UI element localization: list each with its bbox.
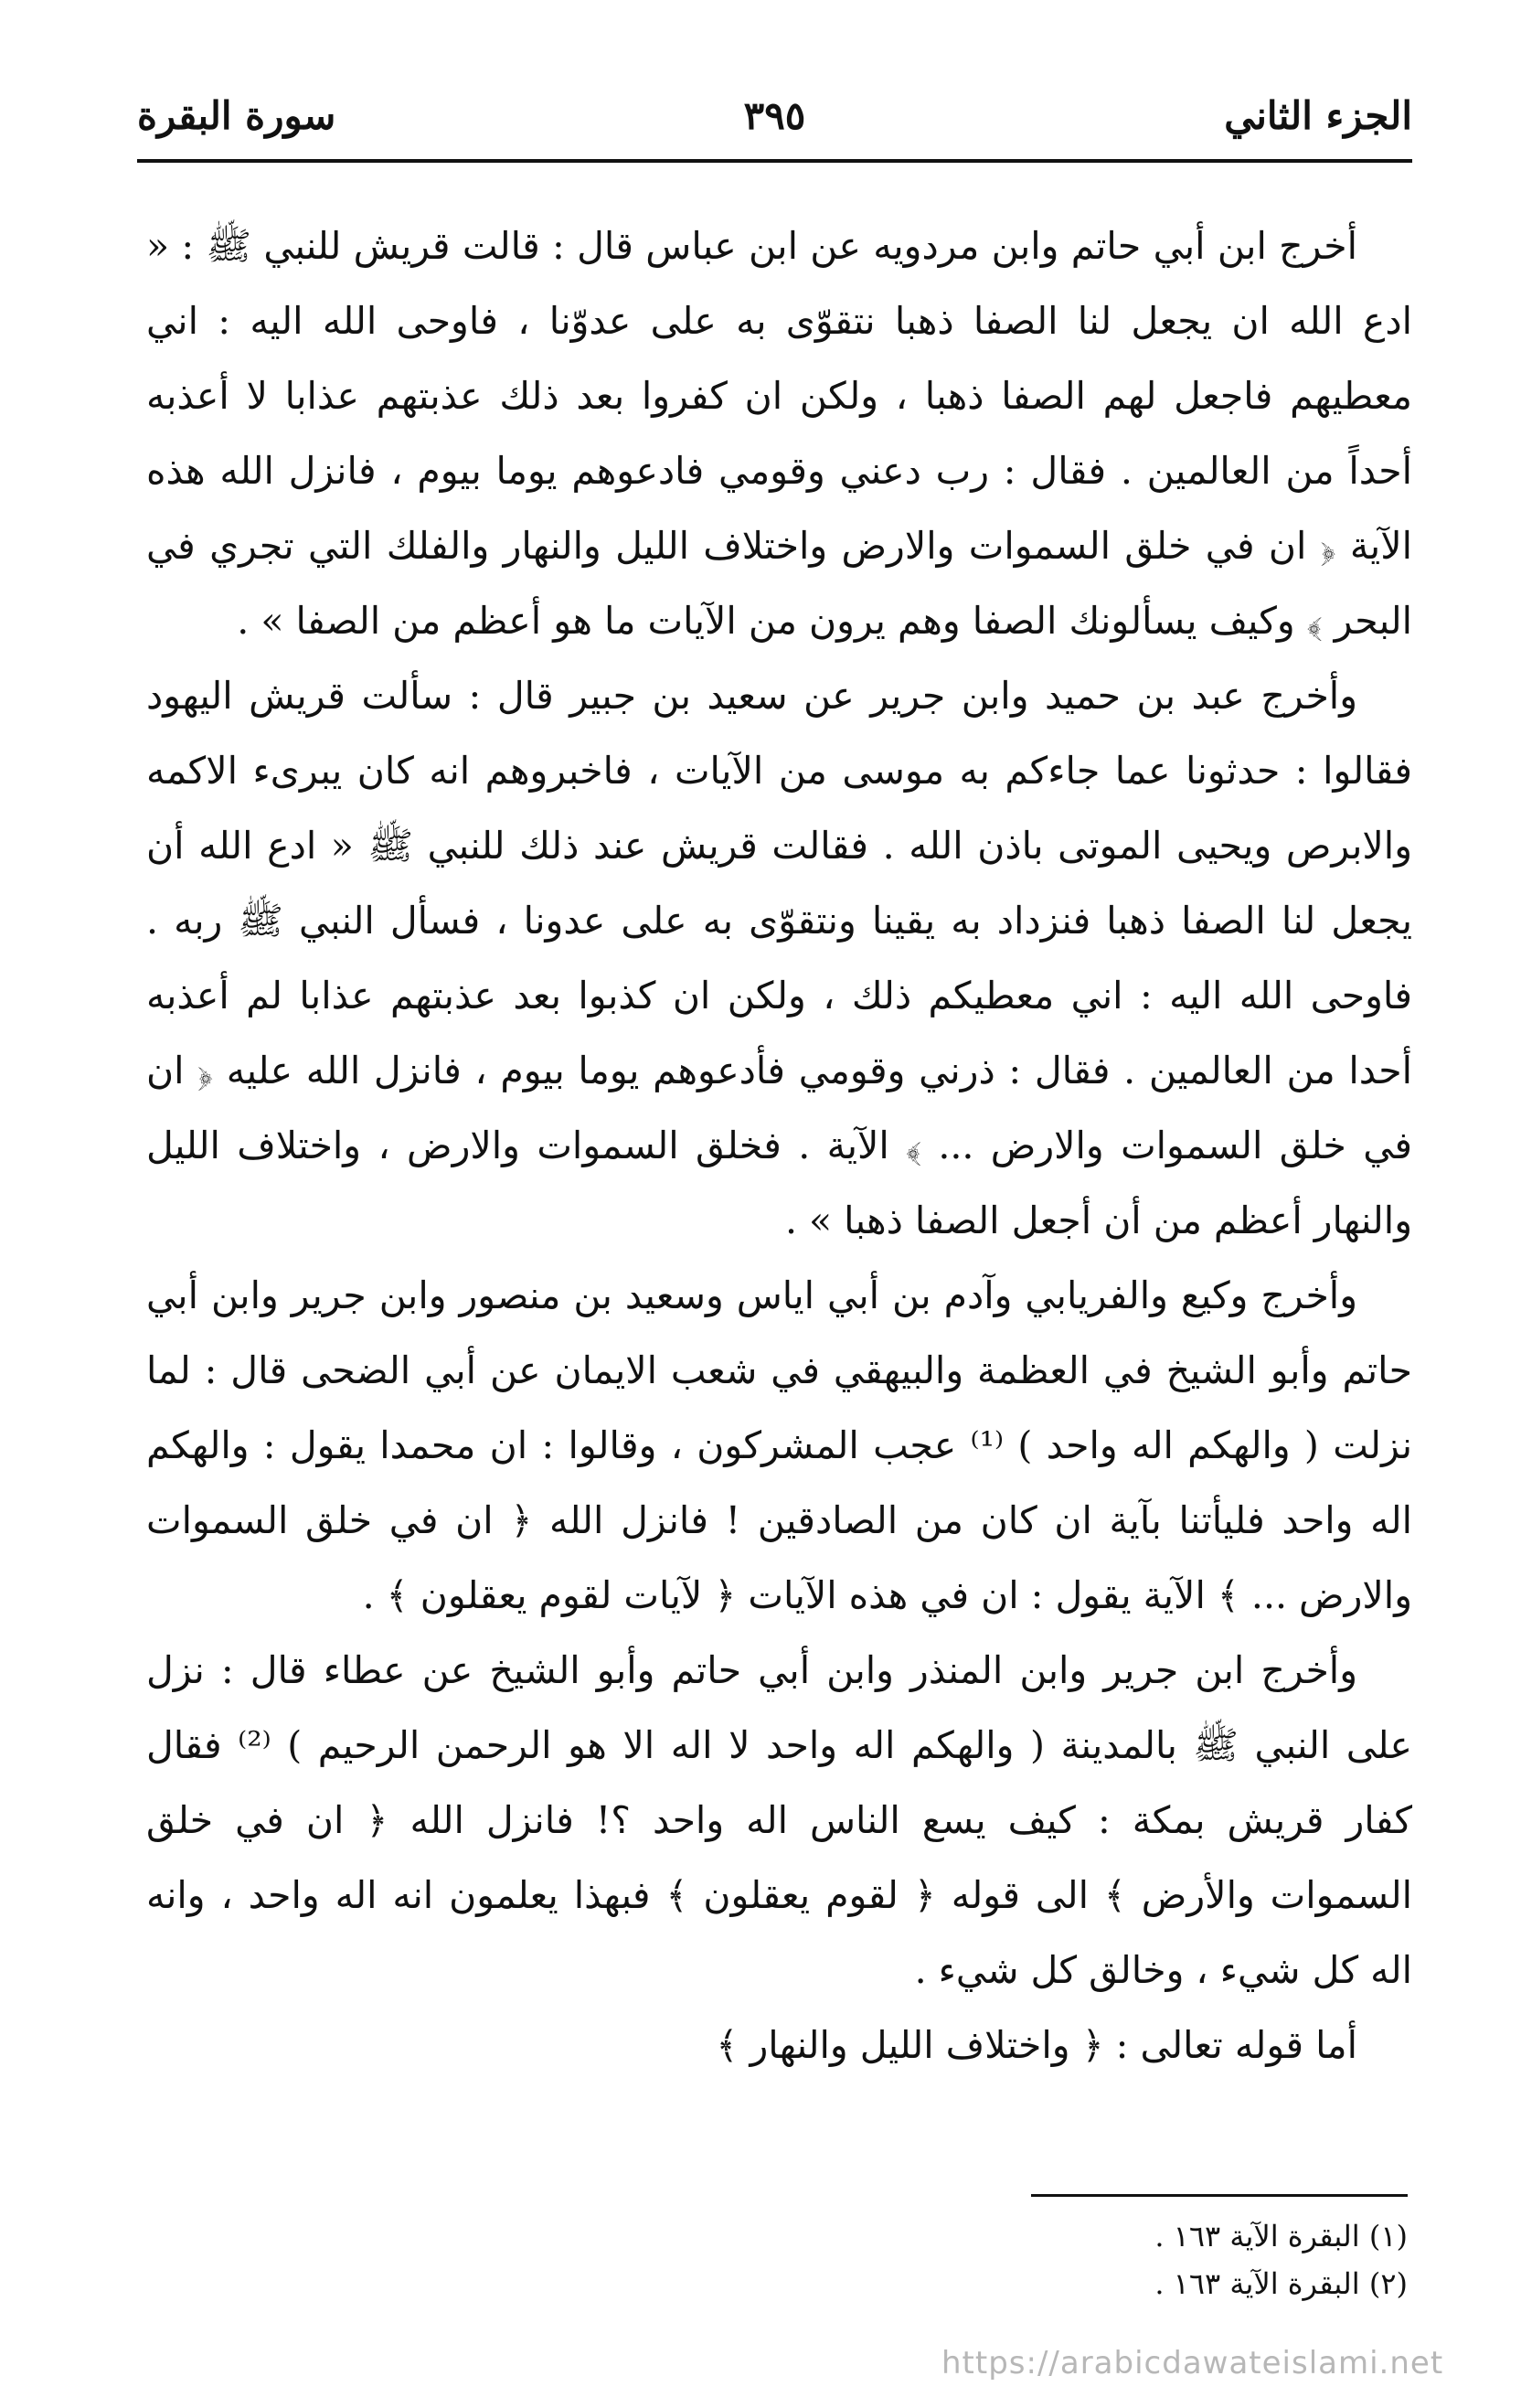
footnotes xyxy=(768,2212,1408,2307)
paragraph-1: أخرج ابن أبي حاتم وابن مردويه عن ابن عباس قال : قالت قريش للنبي ﷺ : « ادع الله ان يجعل لنا الصفا ذهبا نتقوّى به على عدوّنا ، فاوحى الله اليه : اني معطيهم فاجعل لهم الصفا ذهبا ، ولكن ان كفروا بعد ذلك عذبتهم عذابا لا أعذبه أحداً من العالمين . فقال : رب دعني وقومي فادعوهم يوما بيوم ، فانزل الله هذه الآية ﴿ ان في خلق السموات والارض واختلاف الليل والنهار والفلك التي تجري في البحر ﴾ وكيف يسألونك الصفا وهم يرون من الآيات ما هو أعظم من الصفا » . xyxy=(146,224,1412,643)
paragraph-5: أما قوله تعالى : ﴿ واختلاف الليل والنهار ﴾ xyxy=(716,2023,1357,2067)
watermark-url: https://arabicdawateislami.net xyxy=(941,2345,1444,2381)
footnote-rule xyxy=(1031,2194,1408,2197)
part-title: الجزء الثاني xyxy=(1224,93,1412,138)
main-text xyxy=(146,208,1412,2083)
paragraph-2: وأخرج عبد بن حميد وابن جرير عن سعيد بن جبير قال : سألت قريش اليهود فقالوا : حدثونا عما جاءكم به موسى من الآيات ، فاخبروهم انه كان يبرىء الاكمه والابرص ويحيى الموتى باذن الله . فقالت قريش عند ذلك للنبي ﷺ « ادع الله أن يجعل لنا الصفا ذهبا فنزداد به يقينا ونتقوّى به على عدونا ، فسأل النبي ﷺ ربه . فاوحى الله اليه : اني معطيكم ذلك ، ولكن ان كذبوا بعد عذبتهم عذابا لم أعذبه أحدا من العالمين . فقال : ذرني وقومي فأدعوهم يوما بيوم ، فانزل الله عليه ﴿ ان في خلق السموات والارض ... ﴾ الآية . فخلق السموات والارض ، واختلاف الليل والنهار أعظم من أن أجعل الصفا ذهبا » . xyxy=(146,674,1412,1242)
surah-title: سورة البقرة xyxy=(137,93,336,138)
footnote-2: (٢) البقرة الآية ١٦٣ . xyxy=(1154,2266,1408,2301)
paragraph-4: وأخرج ابن جرير وابن المنذر وابن أبي حاتم وأبو الشيخ عن عطاء قال : نزل على النبي ﷺ بالمدينة ( والهكم اله واحد لا اله الا هو الرحمن الرحيم ) ⁽²⁾ فقال كفار قريش بمكة : كيف يسع الناس اله واحد ؟! فانزل الله ﴿ ان في خلق السموات والأرض ﴾ الى قوله ﴿ لقوم يعقلون ﴾ فبهذا يعلمون انه اله واحد ، وانه اله كل شيء ، وخالق كل شيء . xyxy=(146,1648,1412,1992)
header-rule xyxy=(137,159,1412,163)
page-number: ٣٩٥ xyxy=(743,93,806,138)
paragraph-3: وأخرج وكيع والفريابي وآدم بن أبي اياس وسعيد بن منصور وابن جرير وابن أبي حاتم وأبو الشيخ في العظمة والبيهقي في شعب الايمان عن أبي الضحى قال : لما نزلت ( والهكم اله واحد ) ⁽¹⁾ عجب المشركون ، وقالوا : ان محمدا يقول : والهكم اله واحد فليأتنا بآية ان كان من الصادقين ! فانزل الله ﴿ ان في خلق السموات والارض ... ﴾ الآية يقول : ان في هذه الآيات ﴿ لآيات لقوم يعقلون ﴾ . xyxy=(146,1273,1412,1617)
footnote-1: (١) البقرة الآية ١٦٣ . xyxy=(1154,2219,1408,2254)
page-header xyxy=(137,84,1412,148)
